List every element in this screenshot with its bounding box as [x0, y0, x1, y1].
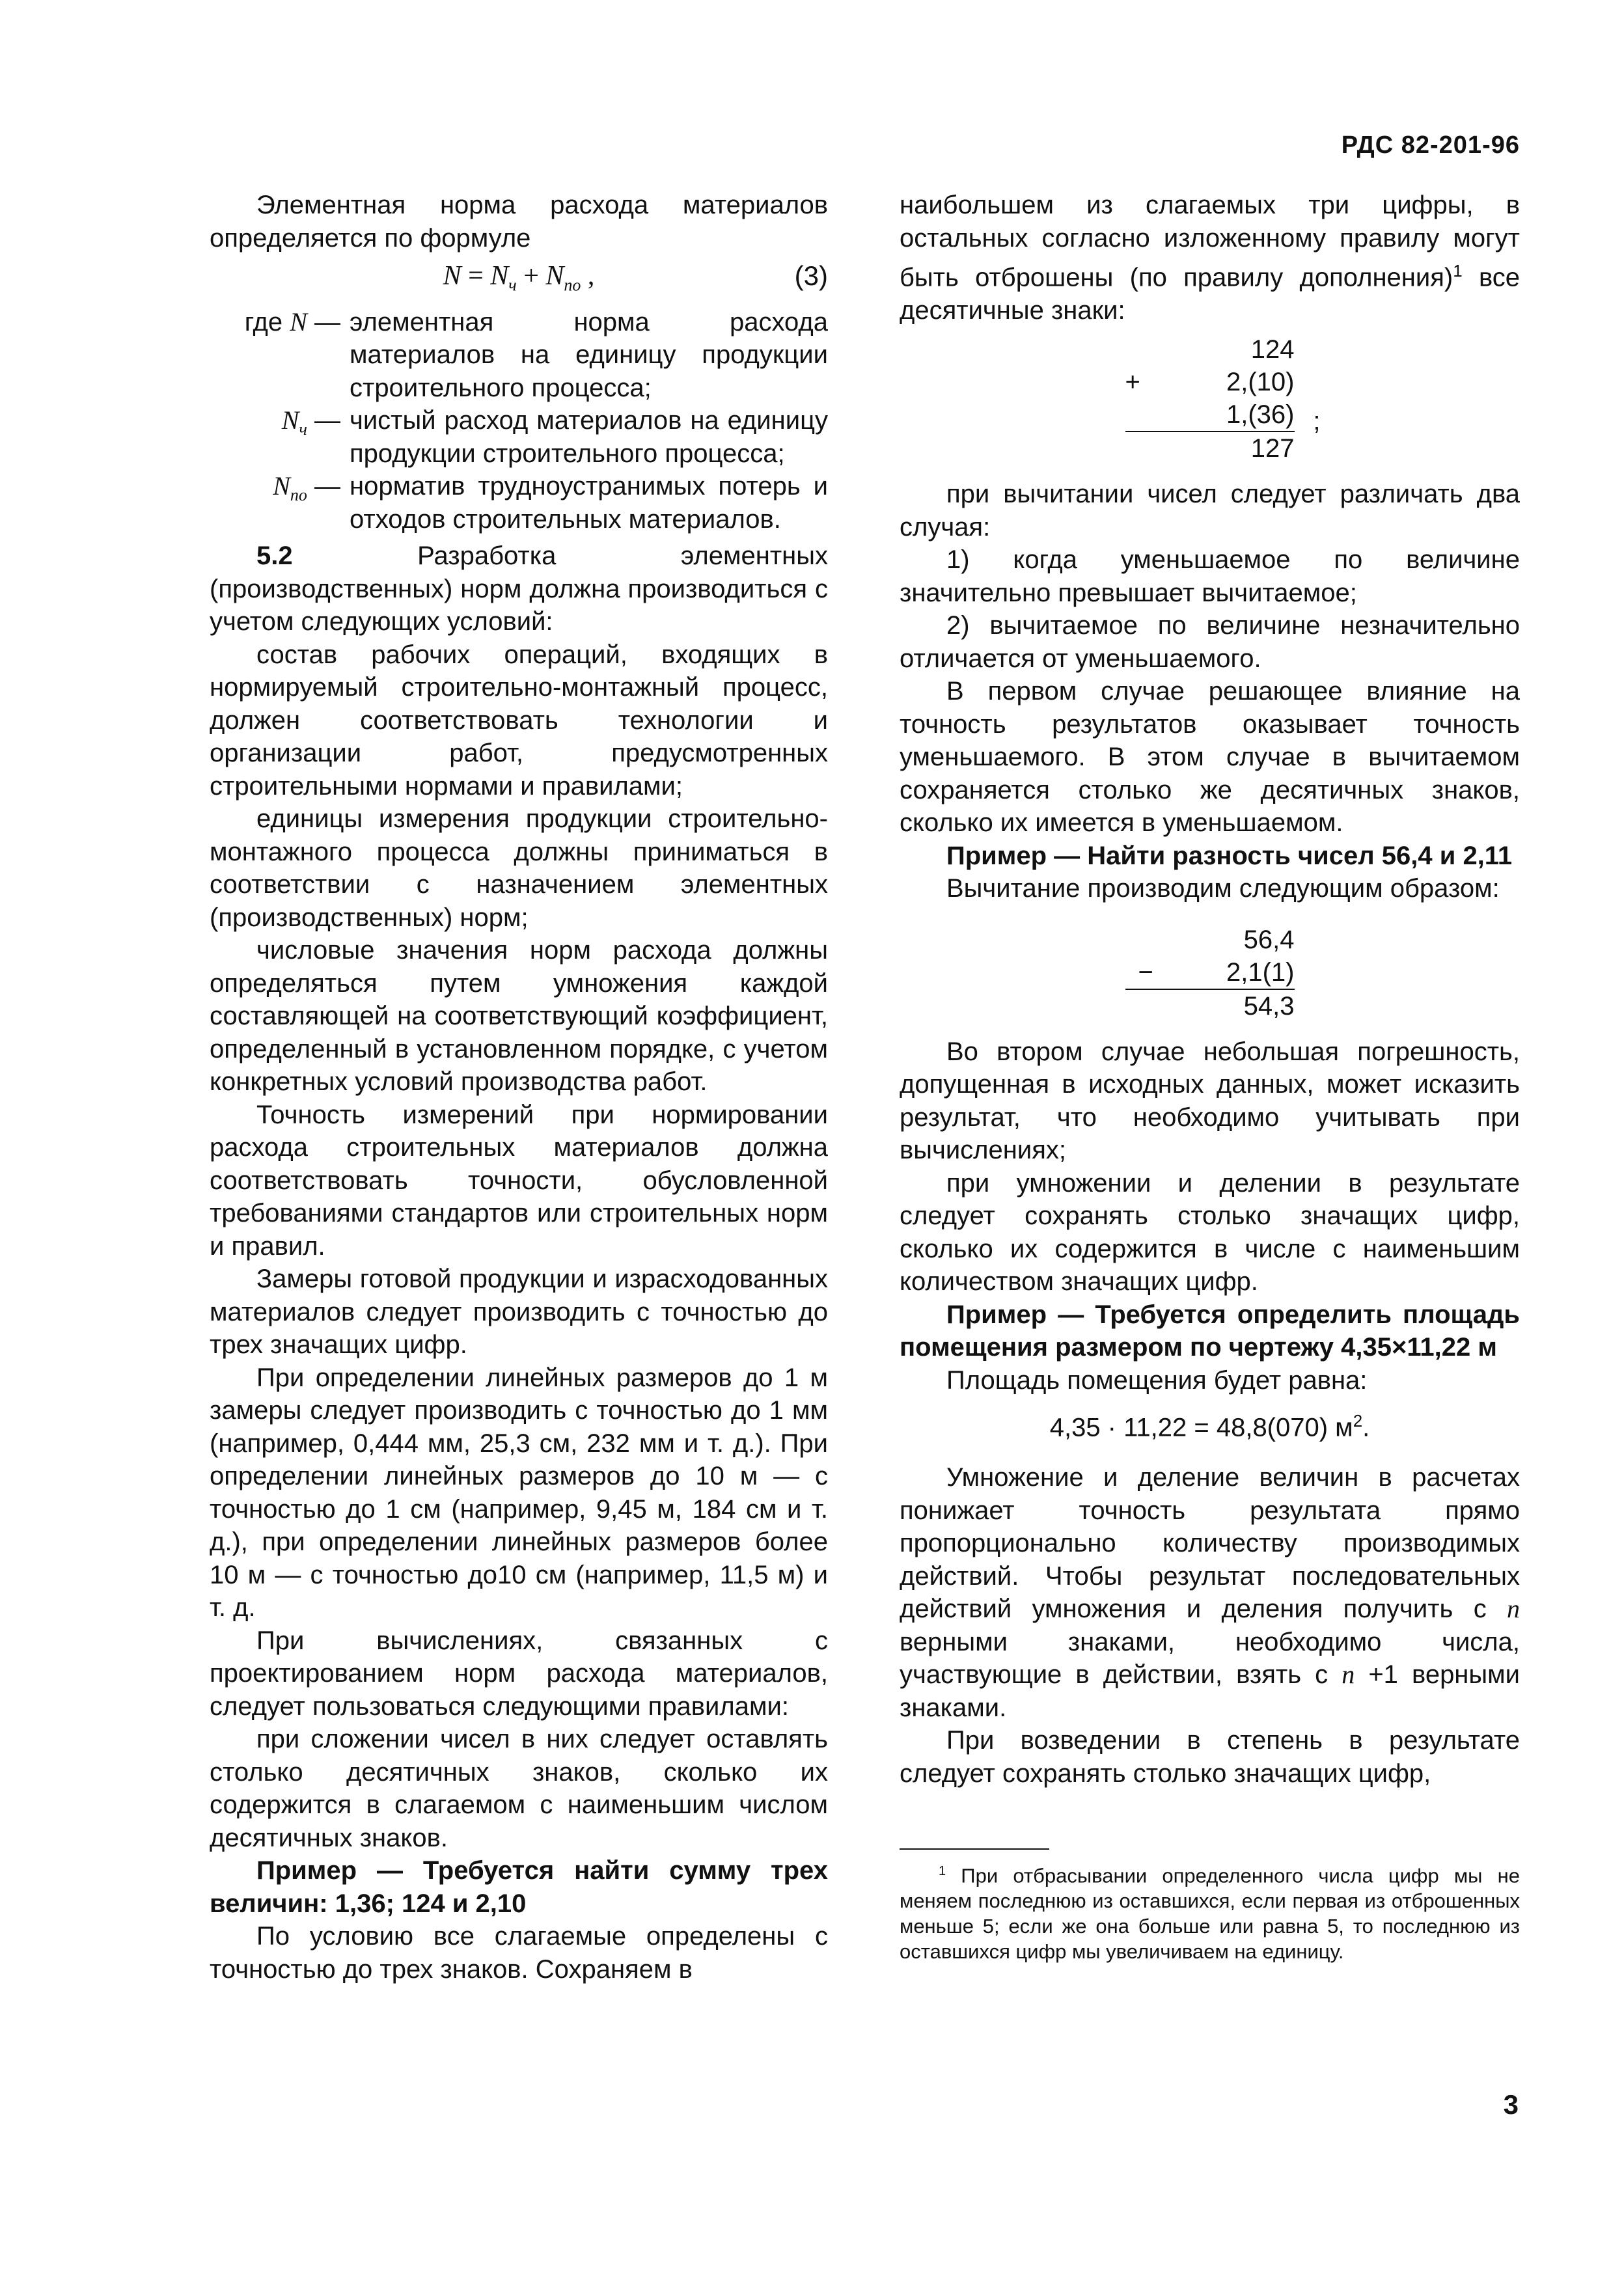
- document-code-header: РДС 82-201-96: [1341, 131, 1520, 159]
- definition-symbol: N: [281, 405, 299, 435]
- paragraph-exponentiation: При возведении в степень в результате следует сохранять столько значащих цифр,: [900, 1726, 1520, 1788]
- formula-term2-sub: по: [564, 275, 581, 295]
- definition-text: элементная норма расхода материалов на единицу продукции строительного процесса;: [350, 307, 828, 402]
- example-sum-heading: Пример — Требуется найти сумму трех величин: 1,36; 124 и 2,10: [210, 1856, 828, 1918]
- definition-text: чистый расход материалов на единицу продукции строительного процесса;: [350, 406, 828, 468]
- definition-dash: —: [307, 307, 340, 336]
- formula-number: (3): [794, 260, 828, 291]
- formula-3: [210, 260, 828, 302]
- area-unit-exponent: 2: [1353, 1411, 1363, 1431]
- condition-item: числовые значения норм расхода должны определяться путем умножения каждой составляющей на соответствующий коэффициент, определенный в установленном порядке, с учетом конкретных условий производства работ.: [210, 936, 828, 1097]
- right-column: [900, 189, 1520, 1964]
- definition-term: [210, 306, 350, 405]
- paragraph-accuracy: Точность измерений при нормировании расхода строительных материалов должна соответствовать точности, обусловленной требованиями стандартов или строительных норм и правил.: [210, 1100, 828, 1261]
- paragraph-addition-rule: при сложении чисел в них следует оставлять столько десятичных знаков, сколько их содержится в слагаемом с наименьшим числом десятичных знаков.: [210, 1725, 828, 1852]
- example-difference-heading: Пример — Найти разность чисел 56,4 и 2,11: [946, 841, 1513, 870]
- semicolon: ;: [1313, 407, 1321, 436]
- paragraph-multiplication-rule: при умножении и делении в результате следует сохранять столько значащих цифр, сколько их содержится в числе с наименьшим количеством значащих цифр.: [900, 1168, 1520, 1296]
- footnote-text: При отбрасывании определенного числа цифр мы не меняем последнюю из оставшихся, если первая из отброшенных меньше 5; если же она больше или равна 5, то последнюю из оставшихся цифр мы увеличиваем на единицу.: [900, 1864, 1520, 1964]
- section-text: Разработка элементных (производственных) норм должна производиться с учетом следующих условий:: [210, 541, 828, 637]
- addend-3: 1,(36): [1125, 398, 1295, 432]
- paragraph-first-case: В первом случае решающее влияние на точность результатов оказывает точность уменьшаемого. В этом случае в вычитаемом сохраняется столько же десятичных знаков, сколько их имеется в уменьшаемом.: [900, 677, 1520, 838]
- paragraph-sum-continued: [900, 189, 1520, 327]
- area-equation: [900, 1405, 1520, 1444]
- paragraph-linear-sizes: При определении линейных размеров до 1 м замеры следует производить с точностью до 1 мм (например, 0,444 мм, 25,3 см, 232 мм и т. д.). При определении линейных размеров до 10 м — с точностью до 1 см (например, 9,45 м, 184 см и т. д.), при определении линейных размеров более 10 м — с точностью до10 см (например, 11,5 м) и т. д.: [210, 1363, 828, 1623]
- paragraph-measurements: Замеры готовой продукции и израсходованных материалов следует производить с точностью до трех значащих цифр.: [210, 1265, 828, 1360]
- subtrahend: 2,1(1): [1226, 957, 1295, 987]
- definition-term: [210, 404, 350, 470]
- left-column: [210, 189, 828, 1986]
- formula-definitions: [210, 306, 828, 536]
- footnote-reference: 1: [1453, 261, 1463, 281]
- paragraph-area: Площадь помещения будет равна:: [946, 1365, 1368, 1395]
- paragraph-text: все десятичные знаки:: [900, 263, 1520, 325]
- formula-term1-sub: ч: [508, 275, 517, 295]
- variable-n: n: [1342, 1660, 1355, 1690]
- paragraph-precision-loss: [900, 1461, 1520, 1724]
- case-1: 1) когда уменьшаемое по величине значительно превышает вычитаемое;: [900, 545, 1520, 607]
- paragraph-sum-condition: По условию все слагаемые определены с точностью до трех знаков. Сохраняем в: [210, 1922, 828, 1984]
- formula-term2: N: [545, 261, 564, 291]
- definition-symbol: N: [290, 307, 307, 336]
- example-area-heading: Пример — Требуется определить площадь помещения размером по чертежу 4,35×11,22 м: [900, 1300, 1520, 1362]
- definition-dash: —: [307, 472, 340, 501]
- formula-comma: ,: [581, 261, 595, 291]
- paragraph-subtraction-method: Вычитание производим следующим образом:: [946, 874, 1500, 903]
- sum-calculation: [1125, 333, 1321, 465]
- addend-1: 124: [1250, 335, 1295, 364]
- paragraph-text: наибольшем из слагаемых три цифры, в остальных согласно изложенному правилу могут быть отброшены (по правилу дополнения): [900, 191, 1520, 292]
- difference-result: 54,3: [1243, 991, 1295, 1021]
- minuend: 56,4: [1243, 925, 1295, 954]
- formula-lhs: N: [443, 261, 461, 291]
- paragraph-second-case: Во втором случае небольшая погрешность, допущенная в исходных данных, может исказить результат, что необходимо учитывать при вычислениях;: [900, 1037, 1520, 1165]
- definition-text: норматив трудноустранимых потерь и отходов строительных материалов.: [350, 472, 828, 534]
- addend-2: 2,(10): [1226, 368, 1295, 397]
- paragraph-subtraction: при вычитании чисел следует различать два случая:: [900, 480, 1520, 541]
- case-2: 2) вычитаемое по величине незначительно отличается от уменьшаемого.: [900, 611, 1520, 673]
- variable-n: n: [1507, 1594, 1520, 1624]
- footnote-divider: [900, 1848, 1049, 1850]
- paragraph-text: верными знаками, необходимо числа, участвующие в действии, взять с: [900, 1627, 1520, 1690]
- paragraph-norm-formula-intro: Элементная норма расхода материалов определяется по формуле: [210, 191, 828, 253]
- condition-item: состав рабочих операций, входящих в нормируемый строительно-монтажный процесс, должен соответствовать технологии и организации работ, предусмотренных строительными нормами и правилами;: [210, 640, 828, 801]
- difference-calculation: [1125, 924, 1295, 1022]
- page-number: 3: [1503, 2089, 1519, 2120]
- definition-lead: где: [244, 307, 290, 336]
- section-number: 5.2: [256, 541, 293, 571]
- minus-sign: −: [1138, 957, 1153, 987]
- footnote: [900, 1859, 1520, 1964]
- paragraph-text: Умножение и деление величин в расчетах понижает точность результата прямо пропорционально количеству производимых действий. Чтобы результат последовательных действий умножения и деления получить с: [900, 1463, 1520, 1624]
- definition-dash: —: [307, 406, 340, 435]
- definition-subscript: по: [290, 486, 307, 505]
- formula-eq: =: [461, 261, 491, 291]
- definition-symbol: N: [273, 471, 290, 501]
- section-5-2: [210, 540, 828, 638]
- formula-term1: N: [490, 261, 509, 291]
- formula-body: [443, 260, 595, 302]
- footnote-marker: 1: [939, 1864, 946, 1879]
- subtrahend-row: [1125, 956, 1295, 990]
- sum-result: 127: [1250, 434, 1295, 463]
- area-equation-text: 4,35 · 11,22 = 48,8(070) м: [1049, 1413, 1353, 1442]
- area-equation-end: .: [1362, 1413, 1370, 1442]
- definition-term: [210, 470, 350, 536]
- addend-2-row: [1125, 366, 1295, 398]
- plus-sign: +: [1125, 368, 1140, 397]
- paragraph-calculation-rules: При вычислениях, связанных с проектированием норм расхода материалов, следует пользоваться следующими правилами:: [210, 1626, 828, 1721]
- condition-item: единицы измерения продукции строительно-монтажного процесса должны приниматься в соответствии с назначением элементных (производственных) норм;: [210, 804, 828, 932]
- paragraph-text: +1 верными знаками.: [900, 1660, 1520, 1722]
- formula-plus: +: [516, 261, 546, 291]
- definition-subscript: ч: [299, 420, 307, 439]
